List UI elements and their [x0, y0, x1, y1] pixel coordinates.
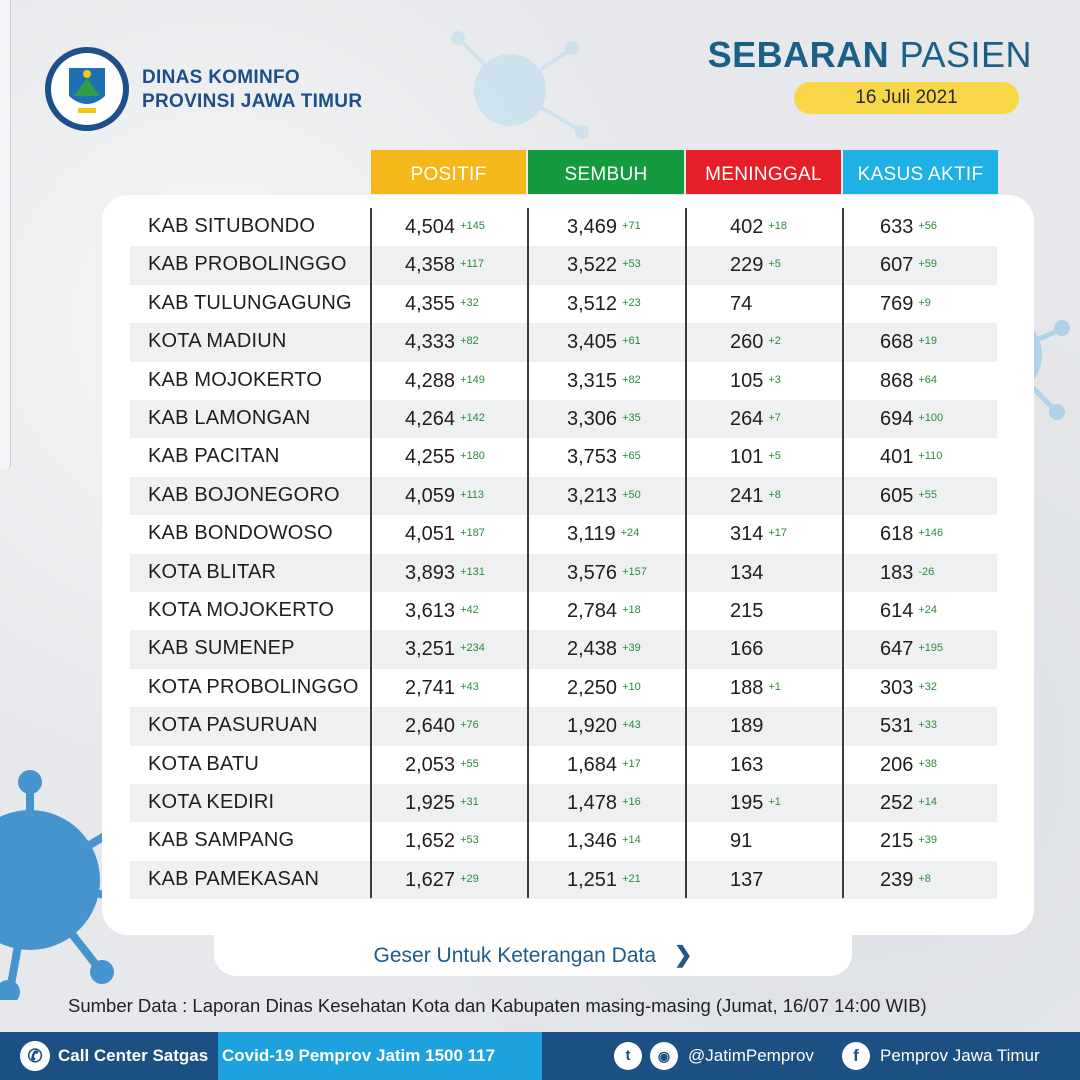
- cell-sembuh: [567, 600, 641, 623]
- title-light: PASIEN: [899, 34, 1032, 75]
- meninggal-value: 189: [730, 715, 764, 738]
- sembuh-delta: +157: [622, 565, 647, 578]
- phone-icon: ✆: [20, 1041, 50, 1071]
- sembuh-value: 2,250: [567, 676, 618, 699]
- cell-positif: [405, 216, 485, 239]
- date-badge: 16 Juli 2021: [794, 82, 1019, 114]
- sembuh-delta: +61: [622, 335, 641, 348]
- sembuh-value: 1,346: [567, 830, 618, 853]
- table-row: [130, 362, 997, 400]
- cell-meninggal: [730, 523, 787, 546]
- org-name: [142, 66, 362, 114]
- sembuh-value: 3,306: [567, 408, 618, 430]
- cell-meninggal: [730, 408, 781, 431]
- positif-value: 1,652: [405, 830, 456, 853]
- sembuh-value: 3,315: [567, 369, 618, 392]
- sembuh-value: 1,684: [567, 753, 618, 776]
- cell-positif: [405, 408, 485, 431]
- cell-sembuh: [567, 523, 639, 546]
- meninggal-value: 101: [730, 446, 764, 469]
- sembuh-delta: +50: [622, 488, 641, 501]
- cell-kasus-aktif: [880, 754, 937, 777]
- cell-positif: [405, 715, 479, 738]
- column-divider: [685, 208, 687, 898]
- table-row: [130, 784, 997, 822]
- sembuh-delta: +10: [622, 680, 641, 693]
- table-row: [130, 554, 997, 592]
- cell-sembuh: [567, 370, 641, 393]
- region-name: KOTA BLITAR: [148, 560, 277, 583]
- column-header-sembuh: SEMBUH: [528, 150, 684, 194]
- positif-value: 1,925: [405, 792, 456, 814]
- positif-delta: +31: [460, 796, 479, 808]
- meninggal-delta: +1: [768, 796, 781, 808]
- sembuh-value: 3,753: [567, 446, 618, 469]
- sembuh-delta: +82: [622, 373, 641, 386]
- meninggal-value: 74: [730, 292, 753, 315]
- region-name: KOTA MOJOKERTO: [148, 599, 335, 621]
- cell-meninggal: [730, 754, 768, 777]
- cell-sembuh: [567, 216, 641, 239]
- swipe-hint-label: Geser Untuk Keterangan Data: [373, 944, 657, 967]
- meninggal-value: 134: [730, 561, 764, 584]
- meninggal-value: 91: [730, 830, 753, 853]
- positif-delta: +131: [460, 565, 485, 578]
- table-row: [130, 515, 997, 553]
- meninggal-value: 314: [730, 523, 764, 546]
- cell-meninggal: [730, 216, 787, 239]
- region-name: KOTA MADIUN: [148, 330, 287, 353]
- positif-value: 4,333: [405, 331, 456, 354]
- kasus-aktif-delta: +24: [918, 604, 938, 616]
- cell-kasus-aktif: [880, 216, 937, 239]
- sembuh-value: 2,784: [567, 600, 618, 622]
- meninggal-delta: +5: [768, 258, 781, 271]
- cell-sembuh: [567, 677, 641, 700]
- sembuh-delta: +18: [622, 604, 641, 616]
- sembuh-value: 3,405: [567, 331, 618, 354]
- meninggal-value: 264: [730, 408, 764, 430]
- jatim-logo: [44, 46, 130, 132]
- region-name: KAB PAMEKASAN: [148, 867, 320, 890]
- kasus-aktif-delta: +56: [918, 220, 938, 232]
- meninggal-delta: +5: [768, 450, 781, 463]
- column-header-meninggal: MENINGGAL: [686, 150, 841, 194]
- kasus-aktif-delta: +110: [918, 450, 943, 463]
- positif-value: 4,504: [405, 216, 456, 238]
- cell-sembuh: [567, 638, 641, 661]
- cell-meninggal: [730, 254, 781, 277]
- kasus-aktif-delta: +100: [918, 412, 944, 424]
- meninggal-value: 163: [730, 753, 764, 776]
- sembuh-delta: +71: [622, 220, 641, 232]
- cell-sembuh: [567, 254, 641, 277]
- cell-meninggal: [730, 677, 781, 700]
- cell-kasus-aktif: [880, 562, 934, 585]
- table-row: [130, 861, 997, 899]
- sembuh-value: 2,438: [567, 638, 618, 661]
- kasus-aktif-value: 868: [880, 369, 914, 392]
- cell-kasus-aktif: [880, 254, 937, 277]
- cell-kasus-aktif: [880, 600, 937, 623]
- region-name: KAB BONDOWOSO: [148, 522, 333, 545]
- swipe-hint-button[interactable]: [214, 934, 852, 976]
- region-name: KAB SUMENEP: [148, 637, 295, 660]
- positif-delta: +43: [460, 680, 479, 693]
- positif-delta: +29: [460, 872, 479, 885]
- meninggal-delta: +3: [768, 373, 781, 386]
- positif-value: 2,741: [405, 676, 456, 699]
- twitter-icon[interactable]: t: [614, 1042, 642, 1070]
- region-name: KAB SITUBONDO: [148, 215, 316, 237]
- positif-delta: +180: [460, 450, 485, 463]
- kasus-aktif-value: 668: [880, 331, 914, 354]
- region-name: KAB PACITAN: [148, 445, 280, 468]
- positif-value: 2,053: [405, 753, 456, 776]
- sembuh-value: 3,512: [567, 292, 618, 315]
- kasus-aktif-delta: +55: [918, 488, 938, 501]
- cell-sembuh: [567, 754, 641, 777]
- meninggal-delta: +18: [768, 220, 788, 232]
- table-row: [130, 669, 997, 707]
- positif-value: 4,059: [405, 484, 456, 507]
- kasus-aktif-delta: -26: [918, 565, 935, 578]
- meninggal-value: 402: [730, 216, 764, 238]
- kasus-aktif-value: 239: [880, 868, 914, 891]
- region-name: KAB BOJONEGORO: [148, 483, 340, 506]
- region-name: KOTA BATU: [148, 752, 260, 775]
- cell-sembuh: [567, 293, 641, 316]
- table-row: [130, 438, 997, 476]
- cell-kasus-aktif: [880, 331, 937, 354]
- sembuh-delta: +39: [622, 642, 641, 655]
- table-row: [130, 746, 997, 784]
- region-name: KAB SAMPANG: [148, 829, 295, 852]
- footer-bar: [0, 1032, 1080, 1080]
- title-bold: SEBARAN: [707, 34, 890, 75]
- cell-meninggal: [730, 869, 768, 892]
- cell-positif: [405, 293, 479, 316]
- kasus-aktif-value: 303: [880, 676, 914, 699]
- social-handle[interactable]: @JatimPemprov: [688, 1046, 814, 1065]
- cell-positif: [405, 869, 479, 892]
- positif-delta: +76: [460, 719, 479, 732]
- positif-delta: +42: [460, 604, 479, 616]
- kasus-aktif-delta: +9: [918, 296, 931, 309]
- cell-meninggal: [730, 562, 768, 585]
- kasus-aktif-delta: +59: [918, 258, 938, 271]
- positif-delta: +113: [460, 488, 485, 501]
- kasus-aktif-delta: +14: [918, 796, 938, 808]
- cell-kasus-aktif: [880, 370, 937, 393]
- positif-delta: +187: [460, 527, 485, 540]
- sembuh-delta: +43: [622, 719, 641, 732]
- meninggal-value: 195: [730, 792, 764, 814]
- cell-sembuh: [567, 869, 641, 892]
- cell-positif: [405, 370, 485, 393]
- cell-meninggal: [730, 485, 781, 508]
- cell-sembuh: [567, 715, 641, 738]
- left-edge-panel: [0, 0, 11, 470]
- table-row: [130, 208, 997, 246]
- region-name: KOTA PASURUAN: [148, 714, 318, 737]
- cell-kasus-aktif: [880, 485, 937, 508]
- cell-meninggal: [730, 331, 781, 354]
- positif-delta: +32: [460, 296, 479, 309]
- sembuh-delta: +35: [622, 412, 641, 424]
- kasus-aktif-delta: +195: [918, 642, 944, 655]
- column-divider: [370, 208, 372, 898]
- data-source-note: Sumber Data : Laporan Dinas Kesehatan Kota dan Kabupaten masing-masing (Jumat, 16/07 14:00 WIB): [68, 995, 927, 1016]
- positif-delta: +145: [460, 220, 485, 232]
- meninggal-value: 166: [730, 638, 764, 661]
- table-row: [130, 285, 997, 323]
- table-row: [130, 630, 997, 668]
- table-row: [130, 323, 997, 361]
- call-center-number[interactable]: Covid-19 Pemprov Jatim 1500 117: [222, 1046, 496, 1065]
- org-line1: DINAS KOMINFO: [142, 67, 301, 88]
- meninggal-value: 105: [730, 369, 764, 392]
- positif-delta: +142: [460, 412, 485, 424]
- sembuh-value: 3,469: [567, 216, 618, 238]
- kasus-aktif-value: 215: [880, 830, 914, 853]
- positif-value: 3,613: [405, 600, 456, 622]
- facebook-page[interactable]: Pemprov Jawa Timur: [880, 1046, 1040, 1065]
- kasus-aktif-value: 252: [880, 792, 914, 814]
- kasus-aktif-value: 769: [880, 292, 914, 315]
- meninggal-value: 188: [730, 676, 764, 699]
- kasus-aktif-value: 633: [880, 216, 914, 238]
- sembuh-delta: +16: [622, 796, 641, 808]
- sembuh-delta: +24: [620, 527, 640, 540]
- cell-meninggal: [730, 600, 768, 623]
- cell-kasus-aktif: [880, 869, 931, 892]
- kasus-aktif-delta: +8: [918, 872, 931, 885]
- sembuh-value: 1,251: [567, 868, 618, 891]
- cell-kasus-aktif: [880, 715, 937, 738]
- cell-positif: [405, 331, 479, 354]
- region-name: KOTA KEDIRI: [148, 791, 275, 813]
- positif-value: 3,893: [405, 561, 456, 584]
- org-line2: PROVINSI JAWA TIMUR: [142, 91, 363, 112]
- region-name: KAB TULUNGAGUNG: [148, 291, 352, 314]
- instagram-icon[interactable]: ◉: [650, 1042, 678, 1070]
- cell-positif: [405, 600, 479, 623]
- cell-kasus-aktif: [880, 638, 943, 661]
- cell-kasus-aktif: [880, 830, 937, 853]
- cell-kasus-aktif: [880, 677, 937, 700]
- table-row: [130, 246, 997, 284]
- sembuh-value: 1,478: [567, 792, 618, 814]
- chevron-right-icon: ❯: [674, 942, 693, 967]
- sembuh-value: 1,920: [567, 715, 618, 738]
- kasus-aktif-value: 614: [880, 600, 914, 622]
- meninggal-value: 229: [730, 254, 764, 277]
- positif-delta: +82: [460, 335, 479, 348]
- cell-kasus-aktif: [880, 408, 943, 431]
- cell-sembuh: [567, 485, 641, 508]
- cell-positif: [405, 523, 485, 546]
- cell-meninggal: [730, 792, 781, 815]
- cell-meninggal: [730, 638, 768, 661]
- cell-meninggal: [730, 715, 768, 738]
- sembuh-value: 3,213: [567, 484, 618, 507]
- cell-positif: [405, 830, 479, 853]
- cell-meninggal: [730, 830, 757, 853]
- cell-sembuh: [567, 830, 641, 853]
- meninggal-delta: +8: [768, 488, 781, 501]
- sembuh-delta: +17: [622, 757, 641, 770]
- kasus-aktif-delta: +19: [918, 335, 938, 348]
- kasus-aktif-value: 618: [880, 523, 914, 546]
- virus-decoration-top: [420, 20, 600, 150]
- table-row: [130, 822, 997, 860]
- cell-meninggal: [730, 293, 757, 316]
- positif-delta: +55: [460, 757, 479, 770]
- positif-value: 4,355: [405, 292, 456, 315]
- positif-value: 4,358: [405, 254, 456, 277]
- cell-sembuh: [567, 792, 641, 815]
- region-name: KAB MOJOKERTO: [148, 368, 323, 391]
- region-name: KAB PROBOLINGGO: [148, 253, 347, 276]
- cell-meninggal: [730, 446, 781, 469]
- call-center-label: Call Center Satgas: [58, 1046, 209, 1065]
- sembuh-value: 3,522: [567, 254, 618, 277]
- meninggal-delta: +2: [768, 335, 781, 348]
- page-title: [708, 34, 1032, 76]
- cell-positif: [405, 792, 479, 815]
- meninggal-delta: +17: [768, 527, 788, 540]
- facebook-icon[interactable]: f: [842, 1042, 870, 1070]
- cell-positif: [405, 754, 479, 777]
- kasus-aktif-delta: +146: [918, 527, 944, 540]
- sembuh-delta: +53: [622, 258, 641, 271]
- positif-value: 2,640: [405, 715, 456, 738]
- cell-meninggal: [730, 370, 781, 393]
- kasus-aktif-value: 183: [880, 561, 914, 584]
- table-row: [130, 592, 997, 630]
- kasus-aktif-delta: +32: [918, 680, 938, 693]
- sembuh-value: 3,119: [567, 523, 616, 546]
- cell-kasus-aktif: [880, 792, 937, 815]
- meninggal-value: 137: [730, 868, 764, 891]
- table-row: [130, 707, 997, 745]
- kasus-aktif-value: 647: [880, 638, 914, 661]
- positif-value: 4,051: [405, 523, 456, 546]
- cell-sembuh: [567, 562, 647, 585]
- meninggal-value: 260: [730, 331, 764, 354]
- cell-positif: [405, 638, 485, 661]
- positif-value: 4,264: [405, 408, 456, 430]
- kasus-aktif-delta: +33: [918, 719, 938, 732]
- kasus-aktif-delta: +38: [918, 757, 938, 770]
- table-row: [130, 400, 997, 438]
- positif-value: 1,627: [405, 868, 456, 891]
- kasus-aktif-delta: +39: [918, 834, 938, 847]
- meninggal-value: 215: [730, 600, 764, 622]
- sembuh-value: 3,576: [567, 561, 618, 584]
- meninggal-delta: +1: [768, 680, 781, 693]
- column-header-positif: POSITIF: [371, 150, 526, 194]
- sembuh-delta: +21: [622, 872, 641, 885]
- cell-positif: [405, 485, 484, 508]
- kasus-aktif-value: 607: [880, 254, 914, 277]
- cell-positif: [405, 254, 484, 277]
- positif-value: 4,255: [405, 446, 456, 469]
- kasus-aktif-delta: +64: [918, 373, 938, 386]
- kasus-aktif-value: 206: [880, 753, 914, 776]
- cell-sembuh: [567, 446, 641, 469]
- sembuh-delta: +14: [622, 834, 641, 847]
- positif-value: 3,251: [405, 638, 456, 661]
- sembuh-delta: +23: [622, 296, 641, 309]
- column-divider: [842, 208, 844, 898]
- cell-sembuh: [567, 331, 641, 354]
- table-row: [130, 477, 997, 515]
- cell-positif: [405, 677, 479, 700]
- meninggal-delta: +7: [768, 412, 781, 424]
- sembuh-delta: +65: [622, 450, 641, 463]
- region-name: KAB LAMONGAN: [148, 407, 311, 429]
- cell-sembuh: [567, 408, 641, 431]
- column-header-kasus-aktif: KASUS AKTIF: [843, 150, 998, 194]
- meninggal-value: 241: [730, 484, 764, 507]
- kasus-aktif-value: 531: [880, 715, 914, 738]
- cell-kasus-aktif: [880, 293, 931, 316]
- kasus-aktif-value: 694: [880, 408, 914, 430]
- positif-delta: +117: [460, 258, 485, 271]
- cell-kasus-aktif: [880, 446, 942, 469]
- kasus-aktif-value: 401: [880, 446, 914, 469]
- region-name: KOTA PROBOLINGGO: [148, 675, 359, 698]
- cell-positif: [405, 446, 485, 469]
- kasus-aktif-value: 605: [880, 484, 914, 507]
- cell-positif: [405, 562, 485, 585]
- positif-delta: +234: [460, 642, 485, 655]
- column-divider: [527, 208, 529, 898]
- positif-delta: +149: [460, 373, 485, 386]
- positif-delta: +53: [460, 834, 479, 847]
- positif-value: 4,288: [405, 369, 456, 392]
- cell-kasus-aktif: [880, 523, 943, 546]
